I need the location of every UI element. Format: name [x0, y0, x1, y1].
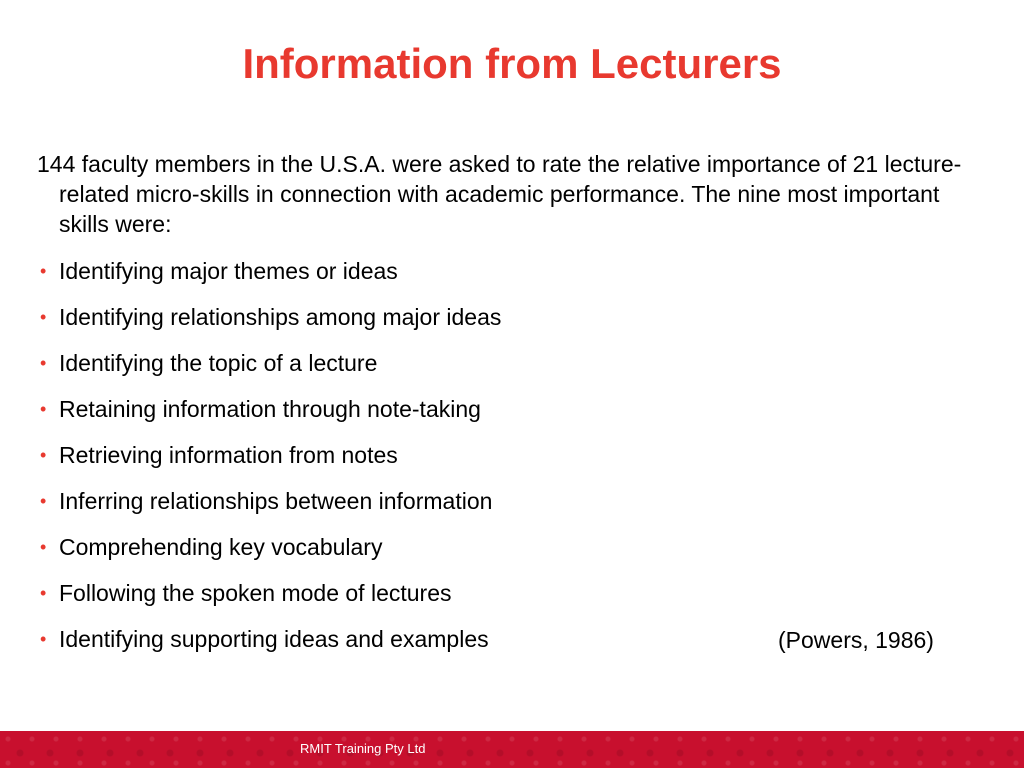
- bullet-icon: •: [40, 261, 47, 281]
- footer-bar: [0, 731, 1024, 768]
- bullet-icon: •: [40, 353, 47, 373]
- bullet-icon: •: [40, 583, 47, 603]
- slide-title: Information from Lecturers: [242, 40, 782, 87]
- citation: (Powers, 1986): [778, 627, 934, 653]
- footer-text: RMIT Training Pty Ltd: [300, 741, 426, 756]
- bullet-icon: •: [40, 307, 47, 327]
- skills-list: [37, 256, 957, 670]
- list-item: [37, 256, 957, 302]
- list-item: [37, 348, 957, 394]
- list-item: [37, 440, 957, 486]
- bullet-icon: •: [40, 399, 47, 419]
- skill-text: Identifying major themes or ideas: [59, 258, 398, 284]
- bullet-icon: •: [40, 491, 47, 511]
- skill-text: Retrieving information from notes: [59, 442, 398, 468]
- list-item: [37, 302, 957, 348]
- skill-text: Comprehending key vocabulary: [59, 534, 383, 560]
- skill-text: Retaining information through note-taking: [59, 396, 481, 422]
- bullet-icon: •: [40, 537, 47, 557]
- skill-text: Inferring relationships between information: [59, 488, 493, 514]
- skill-text: Following the spoken mode of lectures: [59, 580, 452, 606]
- intro-paragraph: 144 faculty members in the U.S.A. were asked to rate the relative importance of 21 lecture-related micro-skills in connection with academic performance. The nine most important skills were:: [37, 151, 962, 237]
- list-item: [37, 394, 957, 440]
- skill-text: Identifying the topic of a lecture: [59, 350, 378, 376]
- list-item: [37, 486, 957, 532]
- list-item: [37, 578, 957, 624]
- bullet-icon: •: [40, 445, 47, 465]
- skill-text: Identifying supporting ideas and examples: [59, 626, 489, 652]
- bullet-icon: •: [40, 629, 47, 649]
- skill-text: Identifying relationships among major ideas: [59, 304, 502, 330]
- list-item: [37, 532, 957, 578]
